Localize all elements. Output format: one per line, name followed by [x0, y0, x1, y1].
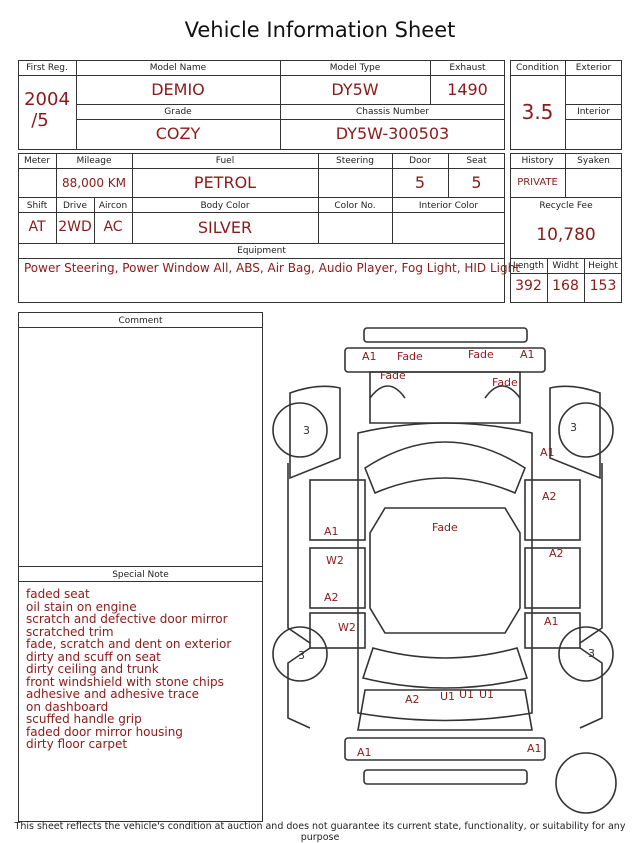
damage-mark: U1: [479, 688, 495, 701]
damage-mark: A2: [542, 490, 557, 503]
damage-mark: A1: [357, 746, 372, 759]
car-damage-diagram: [270, 318, 630, 818]
shift-value: AT: [28, 219, 46, 235]
damage-mark: U1: [440, 690, 456, 703]
grade-label: Grade: [164, 107, 192, 117]
fuel-label: Fuel: [215, 156, 235, 166]
first-reg-year: 2004: [24, 89, 70, 110]
left-front-fender: [290, 386, 340, 478]
special-note-line: front windshield with stone chips: [26, 674, 224, 689]
damage-mark: A2: [405, 693, 420, 706]
chassis-value: DY5W-300503: [335, 124, 450, 143]
condition-label: Condition: [516, 63, 559, 73]
damage-mark: W2: [326, 554, 344, 567]
damage-mark: Fade: [397, 350, 423, 363]
wheel-rear-right: [559, 627, 613, 681]
damage-mark: A1: [544, 615, 559, 628]
damage-mark: Fade: [492, 376, 518, 389]
damage-mark: Fade: [432, 521, 458, 534]
model-type-value: DY5W: [331, 80, 379, 99]
damage-mark: A1: [520, 348, 535, 361]
special-note-line: faded door mirror housing: [26, 724, 183, 739]
seat-value: 5: [471, 173, 482, 192]
drive-label: Drive: [63, 201, 87, 211]
height-label: Height: [588, 261, 618, 271]
door-label: Door: [409, 156, 431, 166]
damage-mark: Fade: [468, 348, 494, 361]
special-note-line: faded seat: [26, 587, 90, 601]
spare-tire: [556, 753, 616, 813]
seat-label: Seat: [466, 156, 487, 166]
body-color-label: Body Color: [200, 201, 250, 211]
grade-value: COZY: [155, 124, 201, 143]
special-note-line: dirty ceiling and trunk: [26, 662, 159, 676]
width-label: Widht: [552, 261, 579, 271]
damage-mark: 3: [298, 649, 305, 662]
height-value: 153: [589, 278, 617, 294]
special-note-line: scuffed handle grip: [26, 712, 142, 726]
color-no-label: Color No.: [334, 201, 376, 211]
door-value: 5: [414, 173, 426, 192]
damage-mark: A1: [324, 525, 339, 538]
right-front-door: [525, 480, 580, 540]
length-value: 392: [515, 278, 542, 294]
special-note-line: on dashboard: [26, 699, 109, 714]
roof-top-bar: [364, 328, 527, 342]
special-note-line: dirty floor carpet: [26, 737, 128, 751]
body-color-value: SILVER: [197, 218, 253, 237]
special-note-line: scratched trim: [26, 624, 114, 639]
mileage-value: 88,000 KM: [61, 176, 127, 190]
aircon-value: AC: [103, 219, 123, 235]
damage-mark: W2: [338, 621, 356, 634]
history-value: PRIVATE: [517, 177, 558, 188]
recycle-value: 10,780: [536, 225, 596, 245]
damage-mark: 3: [570, 421, 577, 434]
damage-mark: 3: [588, 647, 595, 660]
width-value: 168: [552, 278, 579, 294]
meter-label: Meter: [23, 156, 51, 166]
special-note-line: oil stain on engine: [26, 599, 137, 614]
wheel-front-left: [273, 403, 327, 457]
damage-mark: A1: [540, 446, 555, 459]
footer-disclaimer: This sheet reflects the vehicle's condition at auction and does not guarantee its current state, functionality, or suitability for any purpose: [14, 821, 626, 843]
body-outline: [358, 423, 532, 721]
drive-value: 2WD: [58, 219, 92, 235]
page-title: Vehicle Information Sheet: [184, 18, 456, 42]
windshield: [365, 442, 525, 493]
damage-mark: A2: [324, 591, 339, 604]
recycle-label: Recycle Fee: [539, 201, 593, 211]
special-note-line: scratch and defective door mirror: [26, 612, 228, 626]
length-label: Length: [512, 261, 545, 271]
damage-mark: A1: [362, 350, 377, 363]
special-note-label: Special Note: [112, 570, 169, 580]
model-name-value: DEMIO: [151, 80, 205, 99]
model-name-label: Model Name: [149, 63, 207, 73]
damage-mark: A2: [549, 547, 564, 560]
wheel-front-right: [559, 403, 613, 457]
first-reg-month: /5: [31, 110, 49, 131]
condition-score: 3.5: [521, 100, 554, 124]
mileage-label: Mileage: [76, 156, 112, 166]
interior-color-label: Interior Color: [418, 201, 479, 211]
special-note-line: fade, scratch and dent on exterior: [26, 637, 232, 651]
shift-label: Shift: [26, 201, 48, 211]
interior-label: Interior: [577, 107, 610, 117]
rear-bumper: [345, 738, 545, 760]
first-reg-label: First Reg.: [26, 63, 68, 73]
special-note-line: adhesive and adhesive trace: [26, 687, 200, 701]
chassis-label: Chassis Number: [355, 107, 430, 117]
steering-label: Steering: [336, 156, 374, 166]
exhaust-label: Exhaust: [449, 63, 486, 73]
damage-mark: Fade: [380, 369, 406, 382]
damage-mark: 3: [303, 424, 310, 437]
damage-mark: A1: [527, 742, 542, 755]
comment-label: Comment: [118, 316, 163, 326]
model-type-label: Model Type: [329, 63, 381, 73]
syaken-label: Syaken: [577, 156, 610, 166]
aircon-label: Aircon: [98, 201, 128, 211]
rear-window: [363, 648, 527, 688]
damage-mark: U1: [459, 688, 475, 701]
equipment-label: Equipment: [237, 246, 286, 256]
equipment-value: Power Steering, Power Window All, ABS, Air Bag, Audio Player, Fog Light, HID Light: [24, 261, 520, 275]
exhaust-value: 1490: [447, 80, 488, 99]
exterior-label: Exterior: [575, 63, 612, 73]
fuel-value: PETROL: [193, 173, 257, 192]
history-label: History: [521, 156, 554, 166]
rear-bottom-bar: [364, 770, 527, 784]
special-note-line: dirty and scuff on seat: [26, 649, 161, 664]
